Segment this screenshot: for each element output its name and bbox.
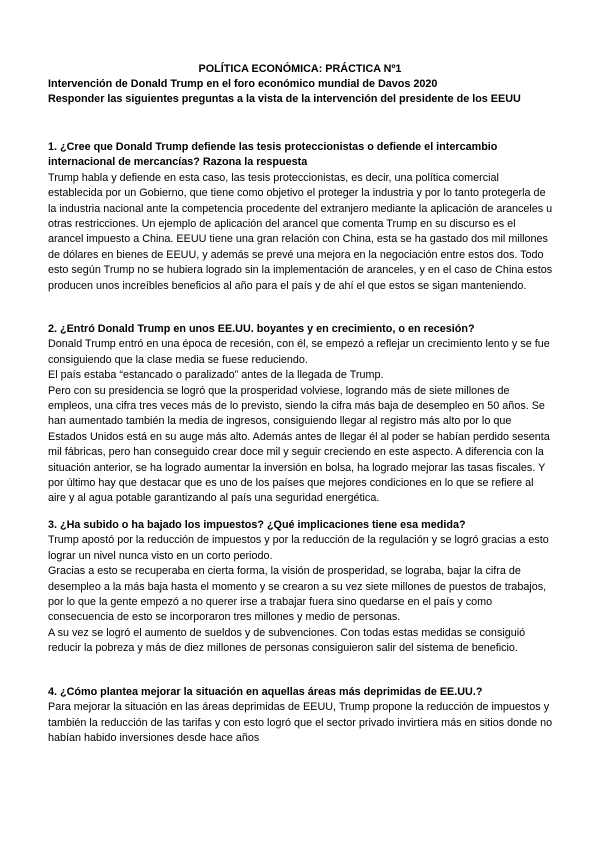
- answer-body: [48, 171, 553, 294]
- answer-body: [48, 700, 553, 746]
- question-heading: 1. ¿Cree que Donald Trump defiende las tesis proteccionistas o defiende el intercambio internacional de mercancías? Razona la respuesta: [48, 141, 498, 169]
- answer-paragraph: El país estaba “estancado o paralizado” antes de la llegada de Trump.: [48, 369, 384, 382]
- question-section-4: [48, 685, 553, 747]
- answer-paragraph: Gracias a esto se recuperaba en cierta forma, la visión de prosperidad, se lograba, bajar la cifra de desempleo a la más baja hasta el momento y se crearon a su vez siete millones de puestos de trabajos, por lo que la gente empezó a no querer irse a trabajar fuera sino quedarse en el país y como consecuencia de esto se incorporaron tres millones y medio de personas.: [48, 565, 547, 624]
- question-section-2: [48, 322, 553, 507]
- question-heading: 4. ¿Cómo plantea mejorar la situación en aquellas áreas más deprimidas de EE.UU.?: [48, 686, 483, 698]
- question-heading: 3. ¿Ha subido o ha bajado los impuestos? ¿Qué implicaciones tiene esa medida?: [48, 519, 466, 531]
- answer-paragraph: Donald Trump entró en una época de recesión, con él, se empezó a reflejar un crecimiento lento y se fue consiguiendo que la clase media se fuese reduciendo.: [48, 338, 550, 366]
- document-title: POLÍTICA ECONÓMICA: PRÁCTICA Nº1: [198, 63, 402, 75]
- answer-body: [48, 337, 553, 506]
- document-header: [48, 77, 568, 107]
- document-subtitle: Intervención de Donald Trump en el foro económico mundial de Davos 2020: [48, 78, 438, 90]
- question-section-1: [48, 140, 553, 294]
- answer-paragraph: Pero con su presidencia se logró que la prosperidad volviese, logrando más de siete millones de empleos, una cifra tres veces más de lo previsto, siendo la cifra más baja de desempleo en 50 años. Se han aumentado también la media de ingresos, consiguiendo llegar al registro más alto por lo que Estados Unidos está en su auge más alto. Además antes de llegar él al poder se habían perdido sesenta mil fábricas, pero han conseguido crear doce mil y seguir creciendo en este aspecto. A diferencia con la situación anterior, se ha logrado aumentar la inversión en bolsa, ha logrado mejorar las tasas fiscales. Y por último hay que destacar que es uno de los países que mejores condiciones en lo que se refiere al aire y al agua potable garantizando al país una seguridad energética.: [48, 384, 550, 505]
- document-instructions: Responder las siguientes preguntas a la vista de la intervención del presidente de los EEUU: [48, 93, 521, 105]
- answer-body: [48, 533, 553, 656]
- answer-paragraph: A su vez se logró el aumento de sueldos y de subvenciones. Con todas estas medidas se consiguió reducir la pobreza y más de diez millones de personas consiguieron salir del sistema de beneficio.: [48, 626, 526, 655]
- answer-paragraph: Para mejorar la situación en las áreas deprimidas de EEUU, Trump propone la reducción de impuestos y también la reducción de las tarifas y con esto logró que el sector privado invirtiera más en sitios donde no habían habido inversiones desde hace años: [48, 701, 553, 745]
- question-section-3: [48, 518, 553, 657]
- question-heading: 2. ¿Entró Donald Trump en unos EE.UU. boyantes y en crecimiento, o en recesión?: [48, 323, 475, 335]
- answer-paragraph: Trump habla y defiende en esta caso, las tesis proteccionistas, es decir, una política comercial establecida por un Gobierno, que tiene como objetivo el proteger la industria y por lo tanto protegerla de la industria nacional ante la competencia procedente del extranjero mediante la aplicación de aranceles u otras restricciones. Un ejemplo de aplicación del arancel que comenta Trump en su discurso es el arancel impuesto a China. EEUU tiene una gran relación con China, esta se ha gastado dos mil millones de dólares en bienes de EEUU, y además se prevé una mejora en la negociación entre estos dos. Todo esto según Trump no se hubiera logrado sin la implementación de aranceles, y en el caso de China estos producen unos increíbles beneficios al año para el país y de ahí el que estos se sigan manteniendo.: [48, 171, 553, 292]
- answer-paragraph: Trump apostó por la reducción de impuestos y por la reducción de la regulación y se logró gracias a esto lograr un nivel nunca visto en un corto periodo.: [48, 534, 549, 562]
